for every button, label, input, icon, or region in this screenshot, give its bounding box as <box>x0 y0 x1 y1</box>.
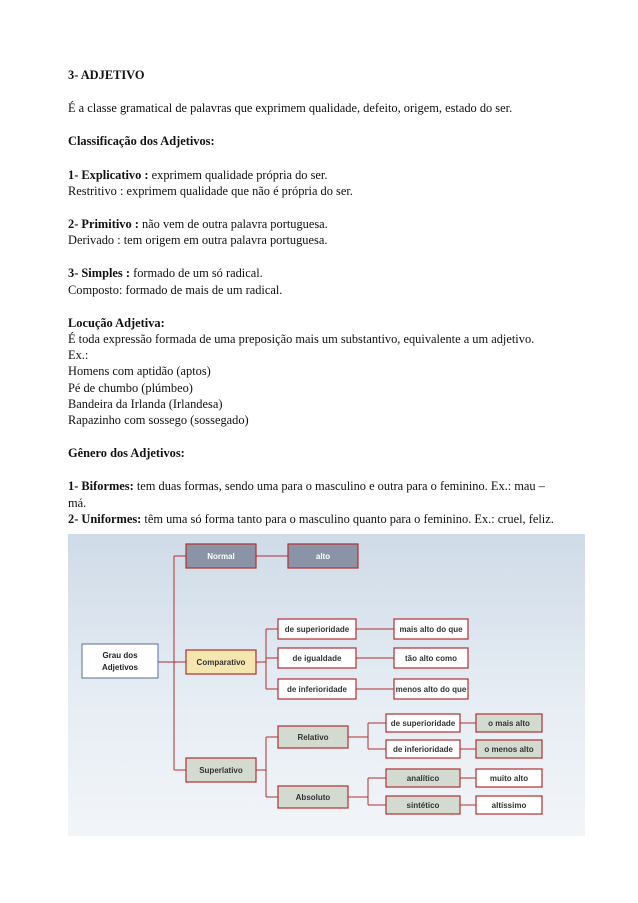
o-mais-alto-box <box>476 714 542 732</box>
altissimo-box <box>476 796 542 814</box>
section-title: 3- ADJETIVO <box>68 68 145 82</box>
igualdade-box <box>278 648 356 668</box>
document-body <box>68 67 588 560</box>
svg-text:analítico: analítico <box>406 774 440 783</box>
root-label-line1: Grau dos <box>102 651 138 660</box>
svg-text:mais alto do que: mais alto do que <box>399 625 463 634</box>
menos-alto-do-que-box <box>394 679 468 699</box>
locucao-heading: Locução Adjetiva: <box>68 315 165 330</box>
svg-text:de inferioridade: de inferioridade <box>392 745 454 754</box>
item-derivado: Derivado : tem origem em outra palavra portuguesa. <box>68 233 328 248</box>
item-explicativo: 1- Explicativo : exprimem qualidade própria do ser. <box>68 167 328 182</box>
biformes-text: 1- Biformes: tem duas formas, sendo uma para o masculino e outra para o feminino. Ex.: mau – <box>68 479 545 494</box>
tao-alto-como-box <box>394 648 468 668</box>
sintetico-box <box>386 796 460 814</box>
example-item: Homens com aptidão (aptos) <box>68 364 211 379</box>
rel-superioridade-box <box>386 714 460 732</box>
svg-text:muito alto: muito alto <box>489 774 529 783</box>
root-label-line2: Adjetivos <box>101 663 139 672</box>
definition-text: É a classe gramatical de palavras que exprimem qualidade, defeito, origem, estado do ser. <box>68 101 513 116</box>
example-item: Bandeira da Irlanda (Irlandesa) <box>68 396 223 411</box>
item-primitivo: 2- Primitivo : não vem de outra palavra portuguesa. <box>68 217 328 232</box>
svg-text:Comparativo: Comparativo <box>196 658 246 667</box>
mais-alto-do-que-box <box>394 619 468 639</box>
svg-text:Relativo: Relativo <box>297 733 329 742</box>
rel-inferioridade-box <box>386 740 460 758</box>
svg-text:altíssimo: altíssimo <box>491 801 527 810</box>
diagram-svg <box>68 534 585 836</box>
graus-diagram <box>68 534 585 836</box>
muito-alto-box <box>476 769 542 787</box>
analitico-box <box>386 769 460 787</box>
root-box <box>82 644 158 678</box>
item-simples: 3- Simples : formado de um só radical. <box>68 266 263 281</box>
svg-text:de superioridade: de superioridade <box>284 625 350 634</box>
biformes-continuation: má. <box>68 495 87 510</box>
svg-text:Superlativo: Superlativo <box>199 766 243 775</box>
svg-text:o mais alto: o mais alto <box>488 719 530 728</box>
svg-text:de superioridade: de superioridade <box>390 719 456 728</box>
svg-text:o menos alto: o menos alto <box>484 745 534 754</box>
comparativo-box <box>186 650 256 674</box>
relativo-box <box>278 726 348 748</box>
svg-text:Absoluto: Absoluto <box>295 793 331 802</box>
superioridade-box <box>278 619 356 639</box>
example-item: Rapazinho com sossego (sossegado) <box>68 413 249 428</box>
inferioridade-box <box>278 679 356 699</box>
item-composto: Composto: formado de mais de um radical. <box>68 282 283 297</box>
svg-text:alto: alto <box>315 552 331 561</box>
uniformes-text: 2- Uniformes: têm uma só forma tanto para o masculino quanto para o feminino. Ex.: cruel, feliz. <box>68 511 554 526</box>
svg-text:menos alto do que: menos alto do que <box>395 685 467 694</box>
svg-text:de igualdade: de igualdade <box>292 654 342 663</box>
svg-text:Normal: Normal <box>207 552 235 561</box>
genero-heading: Gênero dos Adjetivos: <box>68 446 185 461</box>
item-restritivo: Restritivo : exprimem qualidade que não é própria do ser. <box>68 183 353 198</box>
absoluto-box <box>278 786 348 808</box>
normal-box <box>186 544 256 568</box>
svg-text:de inferioridade: de inferioridade <box>286 685 348 694</box>
classification-heading: Classificação dos Adjetivos: <box>68 134 215 149</box>
alto-box <box>288 544 358 568</box>
example-item: Pé de chumbo (plúmbeo) <box>68 380 193 395</box>
o-menos-alto-box <box>476 740 542 758</box>
svg-text:sintético: sintético <box>406 801 440 810</box>
locucao-text: É toda expressão formada de uma preposição mais um substantivo, equivalente a um adjetivo. <box>68 332 535 347</box>
svg-text:tão alto como: tão alto como <box>404 654 458 663</box>
superlativo-box <box>186 758 256 782</box>
example-label: Ex.: <box>68 348 89 363</box>
